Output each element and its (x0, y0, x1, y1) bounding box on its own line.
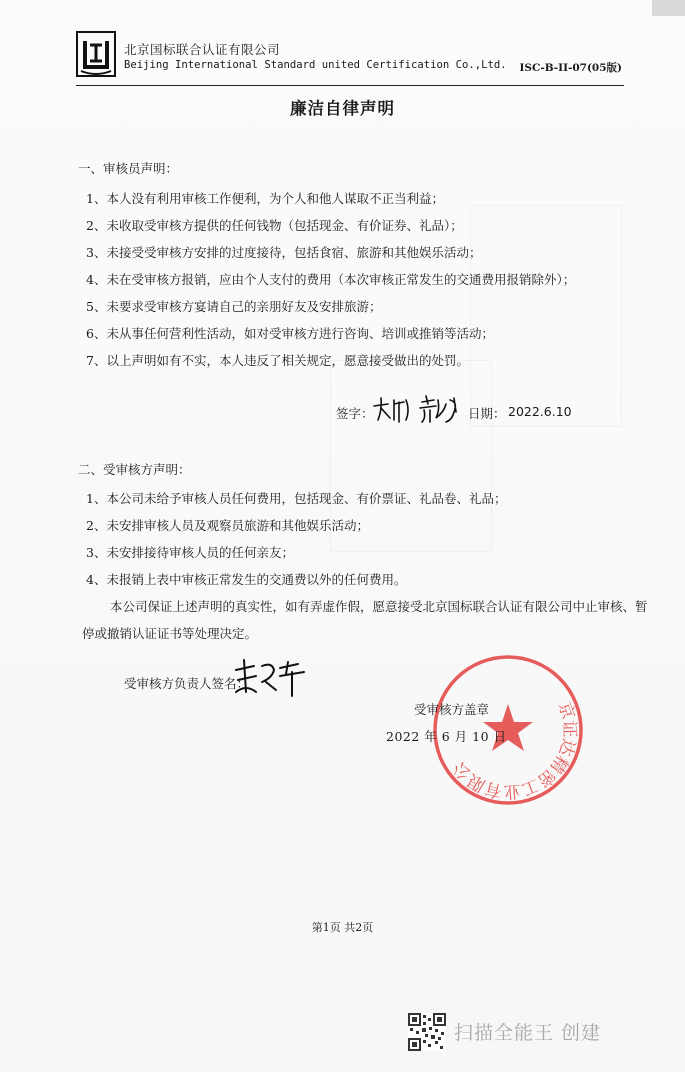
guarantee-statement-line-2: 停或撤销认证证书等处理决定。 (82, 626, 258, 641)
guarantee-statement-line-1: 本公司保证上述声明的真实性，如有弄虚作假，愿意接受北京国标联合认证有限公司中止审核、暂 (110, 599, 648, 614)
signature-label: 签字： (336, 406, 374, 421)
responsible-person-label: 受审核方负责人签名： (124, 676, 250, 691)
company-name-cn: 北京国标联合认证有限公司 (124, 42, 281, 57)
auditee-item: 1、本公司未给予审核人员任何费用，包括现金、有价票证、礼品卷、礼品； (86, 491, 507, 506)
auditor-section-heading: 一、审核员声明： (78, 161, 179, 176)
auditor-item: 4、未在受审核方报销，应由个人支付的费用（本次审核正常发生的交通费用报销除外）； (86, 272, 576, 287)
auditor-item: 2、未收取受审核方提供的任何钱物（包括现金、有价证券、礼品）； (86, 218, 463, 233)
watermark-text: 扫描全能王 创建 (454, 1022, 602, 1044)
seal-text: 南京证达精密工业有限公司 (449, 699, 580, 802)
date-value: 2022.6.10 (508, 404, 572, 419)
letterhead (76, 28, 636, 82)
auditor-item: 6、未从事任何营利性活动，如对受审核方进行咨询、培训或推销等活动； (86, 326, 494, 341)
auditee-item: 2、未安排审核人员及观察员旅游和其他娱乐活动； (86, 518, 369, 533)
auditor-item: 3、未接受受审核方安排的过度接待，包括食宿、旅游和其他娱乐活动； (86, 245, 482, 260)
seal-label: 受审核方盖章 (414, 702, 490, 717)
seal-date: 2022 年 6 月 10 日 (386, 729, 507, 744)
auditee-item: 4、未报销上表中审核正常发生的交通费以外的任何费用。 (86, 572, 407, 587)
document-code: ISC-B-II-07(05版) (519, 62, 622, 74)
show-through-shadow (470, 205, 622, 427)
auditor-item: 7、以上声明如有不实，本人违反了相关规定，愿意接受做出的处罚。 (86, 353, 469, 368)
qr-code-icon (408, 1013, 446, 1051)
auditor-item: 5、未要求受审核方宴请自己的亲朋好友及安排旅游； (86, 299, 382, 314)
auditee-section-heading: 二、受审核方声明： (78, 462, 191, 477)
date-label: 日期： (468, 406, 506, 421)
responsible-handwritten-signature (232, 656, 310, 698)
document-title: 廉洁自律声明 (290, 99, 395, 118)
company-name-en: Beijing International Standard united Certification Co.,Ltd. (124, 59, 507, 71)
auditor-handwritten-signature (370, 392, 466, 426)
auditee-item: 3、未安排接待审核人员的任何亲友； (86, 545, 294, 560)
isc-logo-icon (76, 31, 116, 77)
scan-corner-mark (652, 0, 685, 16)
page-number: 第1页 共2页 (311, 921, 374, 934)
header-divider (76, 85, 624, 86)
auditor-item: 1、本人没有利用审核工作便利，为个人和他人谋取不正当利益； (86, 191, 444, 206)
